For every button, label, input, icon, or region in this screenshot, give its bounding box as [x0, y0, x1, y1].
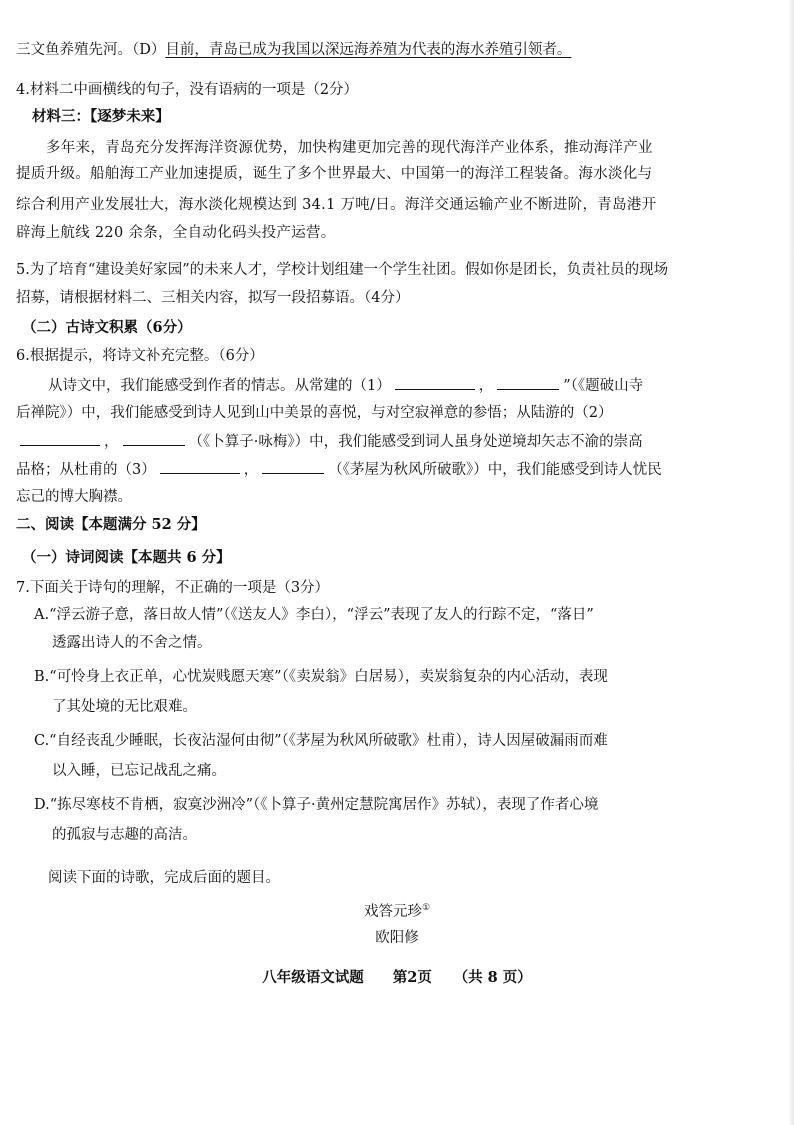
top-line-underlined-sentence: 目前，青岛已成为我国以深远海养殖为代表的海水养殖引领者。 [165, 42, 572, 58]
question-6-line: ， （《卜算子·咏梅》）中，我们能感受到词人虽身处逆境却矢志不渝的崇高 [16, 431, 643, 452]
option-a[interactable]: A.“浮云游子意，落日故人情”（《送友人》李白），“浮云”表现了友人的行踪不定，“落日” [34, 607, 594, 623]
option-b[interactable]: B.“可怜身上衣正单，心忧炭贱愿天寒”（《卖炭翁》白居易），卖炭翁复杂的内心活动，表现 [34, 669, 608, 685]
poem-author: 欧阳修 [375, 930, 419, 946]
top-continuation-line [16, 40, 571, 60]
option-d[interactable]: D.“拣尽寒枝不肯栖，寂寞沙洲冷”（《卜算子·黄州定慧院寓居作》苏轼），表现了作者心境 [34, 797, 599, 813]
answer-blank[interactable] [123, 431, 185, 446]
material-3-line: 综合利用产业发展壮大，海水淡化规模达到 34.1 万吨/日。海洋交通运输产业不断进阶，青岛港开 [16, 197, 657, 213]
material-3-line: 辟海上航线 220 余条，全自动化码头投产运营。 [16, 225, 336, 241]
page-footer: 八年级语文试题 第2页 （共 8 页） [262, 969, 532, 986]
answer-blank[interactable] [20, 431, 100, 446]
option-b-continued: 了其处境的无比艰难。 [52, 699, 197, 715]
answer-blank[interactable] [497, 375, 559, 390]
scan-shadow-edge [788, 0, 794, 1125]
option-c-continued: 以入睡，已忘记战乱之痛。 [52, 763, 226, 779]
reading-section-heading: 二、阅读【本题满分 52 分】 [16, 516, 206, 533]
material-3-heading: 材料三：【逐梦未来】 [32, 108, 170, 125]
question-5-line: 5.为了培育“建设美好家园”的未来人才，学校计划组建一个学生社团。假如你是团长，负责社员的现场 [16, 262, 669, 278]
option-c[interactable]: C.“自经丧乱少睡眠，长夜沾湿何由彻”（《茅屋为秋风所破歌》杜甫），诗人因屋破漏雨而难 [34, 733, 608, 749]
footnote-marker: ① [421, 903, 431, 913]
question-6-line: 品格；从杜甫的（3） ， （《茅屋为秋风所破歌》）中，我们能感受到诗人忧民 [16, 459, 662, 480]
answer-blank[interactable] [262, 459, 324, 474]
poem-title: 戏答元珍① [363, 903, 431, 920]
material-3-line: 提质升级。船舶海工产业加速提质，诞生了多个世界最大、中国第一的海洋工程装备。海水淡化与 [16, 166, 653, 182]
poetry-accumulation-heading: （二）古诗文积累（6分） [22, 319, 192, 336]
option-d-continued: 的孤寂与志趣的高洁。 [52, 827, 197, 843]
question-7: 7.下面关于诗句的理解，不正确的一项是（3分） [16, 580, 330, 596]
poem-reading-heading: （一）诗词阅读【本题共 6 分】 [22, 549, 231, 566]
option-a-continued: 透露出诗人的不舍之情。 [52, 635, 212, 651]
top-line-text-a: 三文鱼养殖先河。（D） [16, 42, 166, 58]
reading-instruction: 阅读下面的诗歌，完成后面的题目。 [48, 870, 280, 886]
question-6-line: 从诗文中，我们能感受到作者的情志。从常建的（1） ， ”（《题破山寺 [48, 375, 643, 396]
question-4: 4.材料二中画横线的句子，没有语病的一项是（2分） [16, 82, 359, 98]
answer-blank[interactable] [395, 375, 475, 390]
question-5-line: 招募，请根据材料二、三相关内容，拟写一段招募语。（4分） [16, 290, 410, 306]
answer-blank[interactable] [160, 459, 240, 474]
question-6: 6.根据提示，将诗文补充完整。（6分） [16, 348, 264, 364]
question-6-line: 忘己的博大胸襟。 [16, 489, 132, 505]
material-3-line: 多年来，青岛充分发挥海洋资源优势，加快构建更加完善的现代海洋产业体系，推动海洋产业 [46, 140, 653, 156]
question-6-line: 后禅院》）中，我们能感受到诗人见到山中美景的喜悦，与对空寂禅意的参悟；从陆游的（2） [16, 405, 613, 421]
